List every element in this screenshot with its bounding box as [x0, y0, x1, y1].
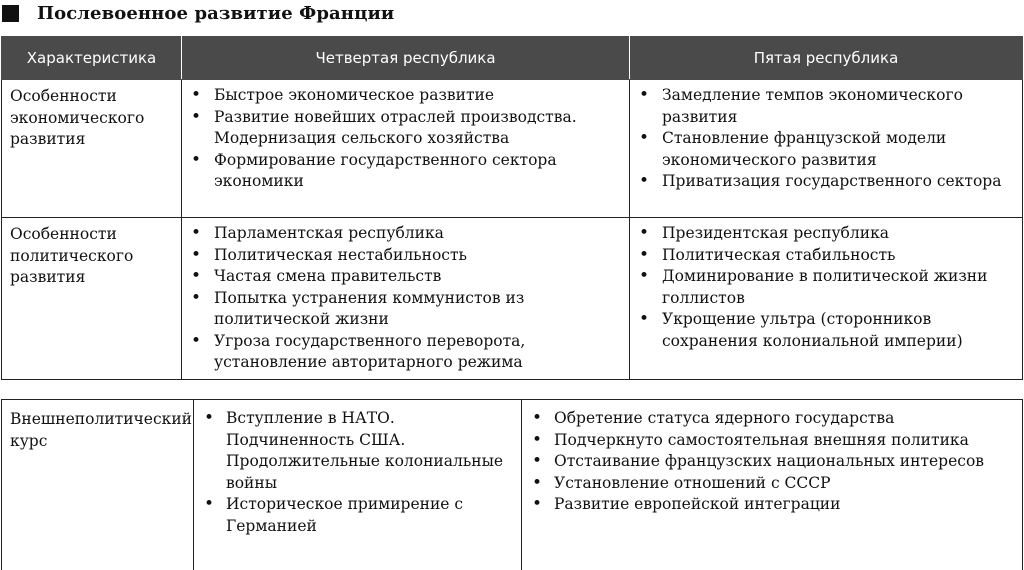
cell-foreign-fourth: [194, 400, 522, 570]
list-item: • Развитие новейших отраслей производства. Модернизация сельского хозяйства: [188, 107, 625, 150]
list-item: • Замедление темпов экономического развития: [636, 85, 1018, 128]
row-label-foreign: Внешнеполитический курс: [2, 400, 194, 570]
list-item: • Историческое примирение с Германией: [200, 494, 517, 537]
cell-foreign-fifth: [522, 400, 1023, 570]
cell-political-fourth: [182, 218, 630, 380]
list-item: • Парламентская республика: [188, 223, 625, 245]
list-economic-fifth: [630, 80, 1022, 195]
foreign-policy-table: [1, 399, 1023, 570]
list-item: • Отстаивание французских национальных интересов: [528, 451, 1018, 473]
list-item: • Подчеркнуто самостоятельная внешняя политика: [528, 430, 1018, 452]
list-item: • Становление французской модели экономического развития: [636, 128, 1018, 171]
header-characteristic: Характеристика: [2, 37, 182, 80]
list-foreign-fourth: [194, 400, 521, 539]
list-item: • Формирование государственного сектора экономики: [188, 150, 625, 193]
list-item: • Приватизация государственного сектора: [636, 171, 1018, 193]
list-political-fifth: [630, 218, 1022, 354]
list-item: • Политическая стабильность: [636, 245, 1018, 267]
page-title: Послевоенное развитие Франции: [37, 2, 395, 24]
list-item: • Угроза государственного переворота, установление авторитарного режима: [188, 331, 625, 374]
cell-economic-fifth: [630, 80, 1023, 218]
list-item: • Политическая нестабильность: [188, 245, 625, 267]
table-header-row: [2, 37, 1023, 80]
list-item: • Развитие европейской интеграции: [528, 494, 1018, 516]
square-bullet-icon: [2, 5, 19, 22]
list-item: • Укрощение ультра (сторонников сохранения колониальной империи): [636, 309, 1018, 352]
row-label-political: Особенности политического развития: [2, 218, 182, 380]
table-row-foreign: [2, 400, 1023, 570]
list-item: • Доминирование в политической жизни голлистов: [636, 266, 1018, 309]
table-row-political: [2, 218, 1023, 380]
cell-economic-fourth: [182, 80, 630, 218]
header-fourth-republic: Четвертая республика: [182, 37, 630, 80]
list-economic-fourth: [182, 80, 629, 195]
table-row-economic: [2, 80, 1023, 218]
list-political-fourth: [182, 218, 629, 376]
comparison-table: [1, 36, 1023, 380]
list-item: • Обретение статуса ядерного государства: [528, 408, 1018, 430]
list-item: • Президентская республика: [636, 223, 1018, 245]
list-item: • Частая смена правительств: [188, 266, 625, 288]
cell-political-fifth: [630, 218, 1023, 380]
list-item: • Попытка устранения коммунистов из политической жизни: [188, 288, 625, 331]
row-label-economic: Особенности экономического развития: [2, 80, 182, 218]
list-item: • Установление отношений с СССР: [528, 473, 1018, 495]
list-item: • Вступление в НАТО. Подчиненность США. Продолжительные колониальные войны: [200, 408, 517, 494]
title-row: [0, 0, 394, 26]
header-fifth-republic: Пятая республика: [630, 37, 1023, 80]
list-item: • Быстрое экономическое развитие: [188, 85, 625, 107]
list-foreign-fifth: [522, 400, 1022, 518]
